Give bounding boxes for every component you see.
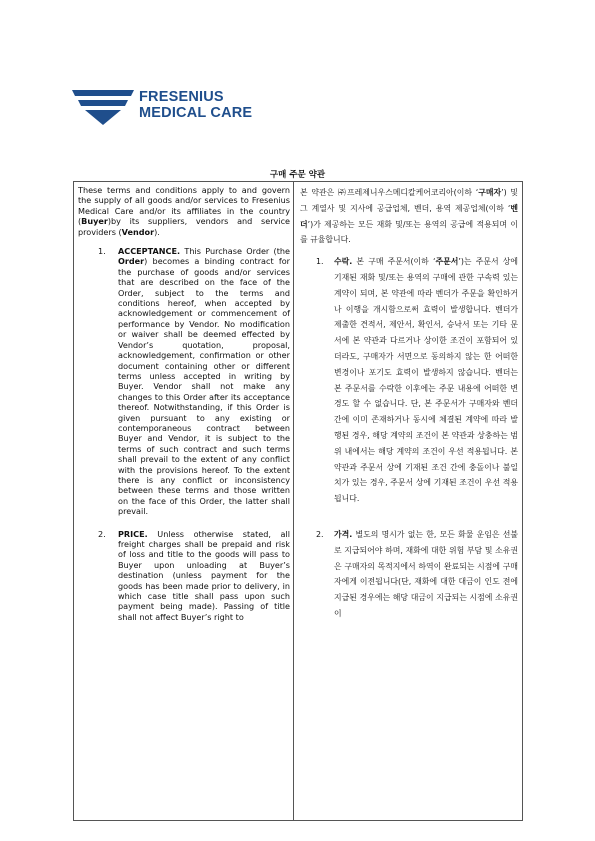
clause-heading: PRICE. [118,528,148,539]
ko-vendor-term: 벤더 [300,203,518,229]
en-clause-price: 2. PRICE. Unless otherwise stated, all freight charges shall be prepaid and risk of loss and title to the goods will pass to Buyer upon unloading at Buyer’s destination (unless payment for the goods has been made prior to delivery, in which case title shall pass upon such payment being made). Passing of title shall not affect Buyer’s right to [98,528,290,622]
en-vendor-term: Vendor [121,226,155,237]
english-column [78,185,290,622]
clause-heading: 수락. [334,257,353,267]
clause-number: 2. [316,529,324,539]
ko-intro: 본 약관은 ㈜프레제니우스메디칼케어코리아(이하 ‘구매자’) 및 그 계열사 및 지사에 공급업체, 벤더, 용역 제공업체(이하 ‘벤더’)가 제공하는 모든 재화 및/또는 용역의 공급에 적용되며 이를 규율합니다. [300,188,519,245]
ko-buyer-term: 구매자 [478,188,502,197]
column-divider [293,182,294,820]
en-intro: These terms and conditions apply to and govern the supply of all goods and/or services to Fresenius Medical Care and/or its affiliates in the country (Buyer)by its suppliers, vendors and service providers (Vendor). [78,185,290,237]
logo-wordmark [139,89,252,121]
document-title: 구매 주문 약관 [269,170,326,180]
terms-table [73,181,523,821]
clause-number: 1. [316,257,324,267]
clause-heading: 가격. [334,529,353,539]
ko-clause-price: 2. 가격. 별도의 명시가 없는 한, 모든 화물 운임은 선불로 지급되어야 하며, 재화에 대한 위험 부담 및 소유권은 구매자의 목적지에서 하역이 완료되는 시점에 구매자에게 이전됩니다(단, 재화에 대한 대금이 인도 전에 지급된 경우에는 해당 대금이 지급되는 시점에 소유권이 [300,527,518,622]
logo-line-1: FRESENIUS [139,89,224,105]
en-order-term: Order [118,256,145,267]
clause-number: 1. [98,246,106,257]
logo-line-2: MEDICAL CARE [139,105,253,121]
korean-column [300,185,518,622]
company-logo [72,84,267,128]
en-clause-acceptance: 1. ACCEPTANCE. This Purchase Order (the Order) becomes a binding contract for the purchase of goods and/or services that are described on the face of the Order, subject to the terms and conditions hereof, when accepted by acknowledgement or commencement of performance by Vendor. No modification or waiver shall be deemed effected by Vendor’s quotation, proposal, acknowledgement, confirmation or other document containing other or different terms unless accepted in writing by Buyer. Vendor shall not make any changes to this Order after its acceptance thereof. Notwithstanding, if this Order is given pursuant to any existing or contemporaneous contract between Buyer and Vendor, it is subject to the terms of such contract and such terms shall prevail to the extent of any conflict with the provisions hereof. To the extent there is any conflict or inconsistency between these terms and those written on the face of this Order, the latter shall prevail. [98,246,290,517]
en-buyer-term: Buyer [81,216,108,227]
clause-number: 2. [98,528,106,539]
clause-heading: ACCEPTANCE. [118,246,181,257]
ko-order-term: 주문서 [435,257,459,267]
ko-clause-acceptance: 1. 수락. 본 구매 주문서(이하 ‘주문서’)는 주문서 상에 기재된 재화 및/또는 용역의 구매에 관한 구속력 있는 계약이 되며, 본 약관에 따라 벤더가 주문을 확인하거나 이행을 개시함으로써 효력이 발생합니다. 벤더가 제출한 견적서, 제안서, 확인서, 승낙서 또는 기타 문서에 본 약관과 다르거나 상이한 조건이 포함되어 있더라도, 구매자가 서면으로 동의하지 않는 한 어떠한 변경이나 포기도 효력이 발생하지 않습니다. 벤더는 본 주문서를 수락한 이후에는 주문 내용에 어떠한 변경도 할 수 없습니다. 단, 본 주문서가 구매자와 벤더 간에 이미 존재하거나 동시에 체결된 계약에 따라 발행된 경우, 해당 계약의 조건이 본 약관과 상충하는 범위 내에서는 해당 계약의 조건이 우선 적용됩니다. 본 약관과 주문서 상에 기재된 조건 간에 충돌이나 불일치가 있는 경우, 주문서 상에 기재된 조건이 우선 적용됩니다. [300,254,518,507]
fresenius-logo-icon [72,86,134,126]
